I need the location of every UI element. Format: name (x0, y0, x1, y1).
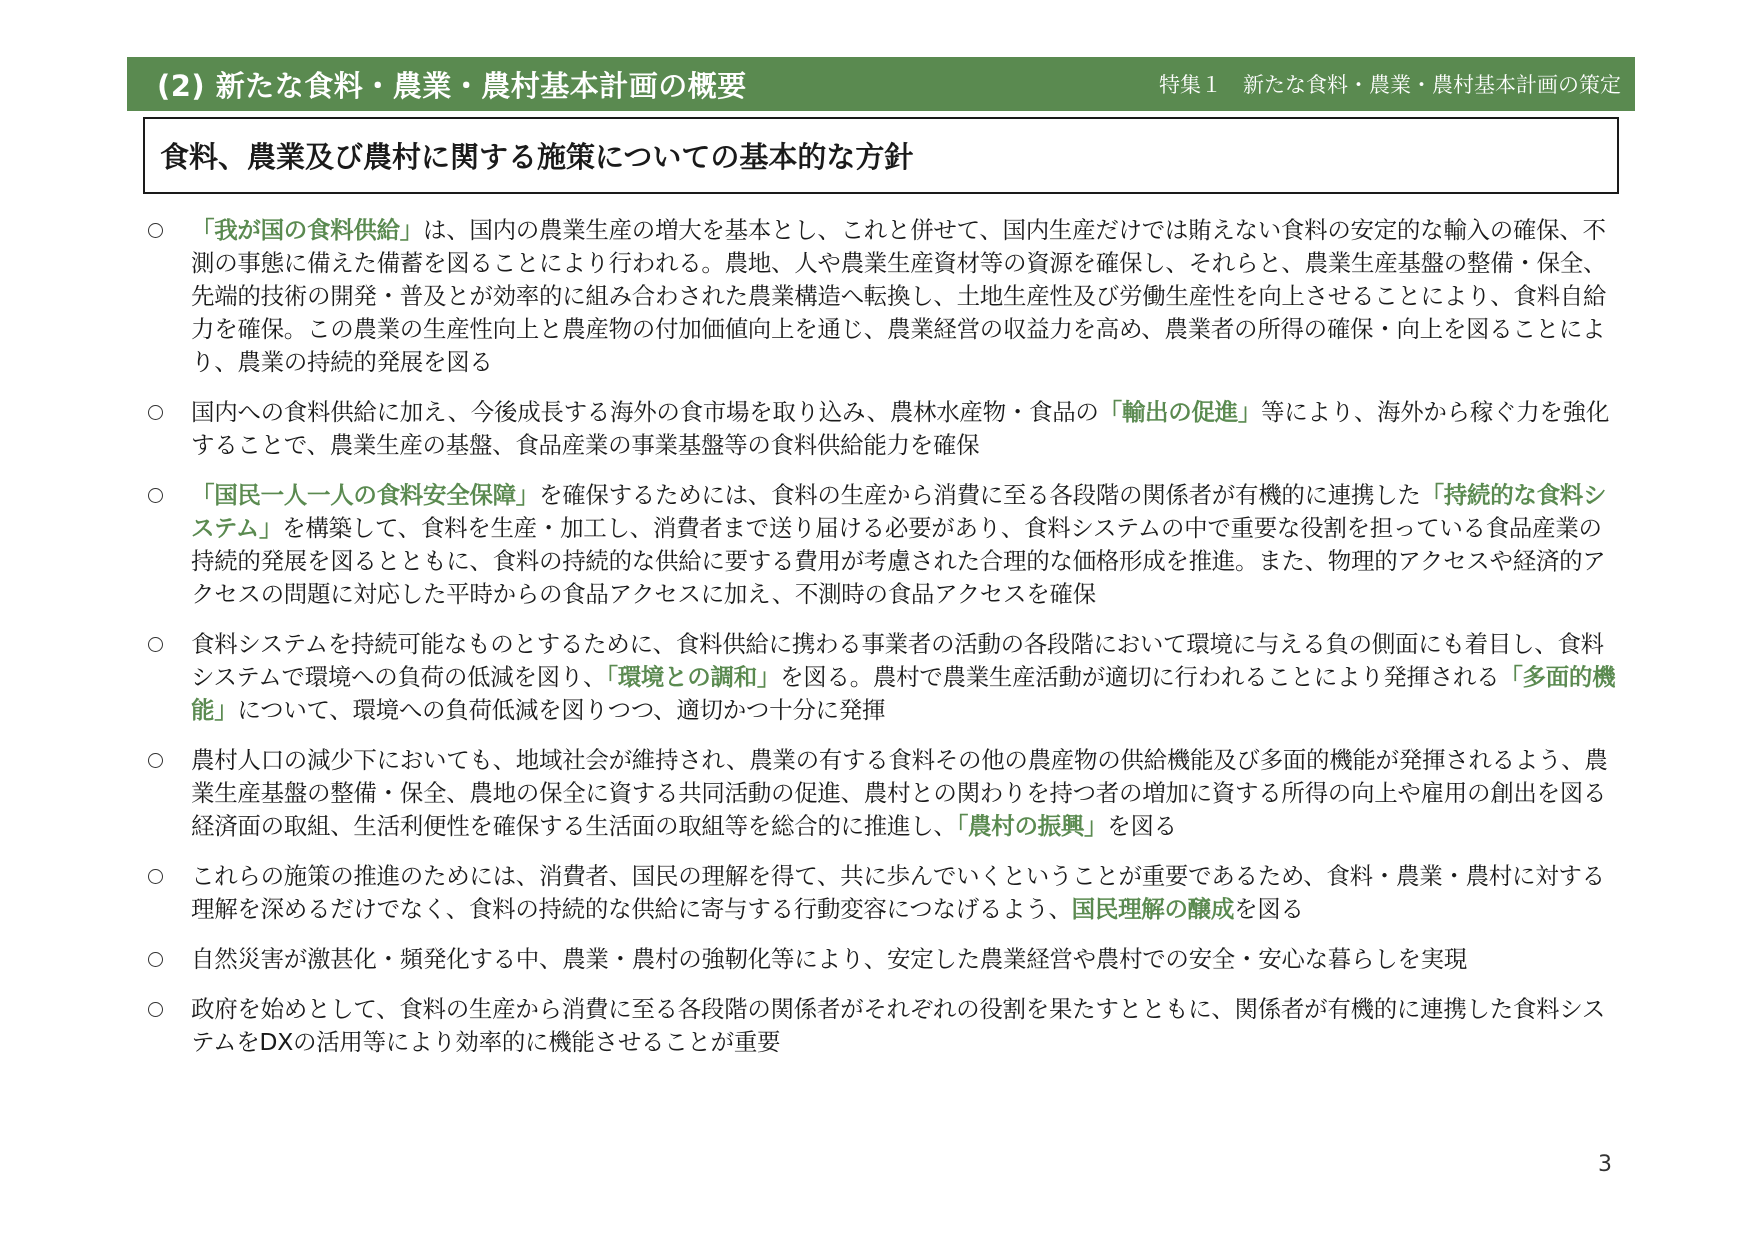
bullet-text (191, 398, 1609, 459)
text-segment: について、環境への負荷低減を図りつつ、適切かつ十分に発揮 (237, 696, 886, 724)
highlight-phrase: 「我が国の食料供給」 (191, 216, 423, 244)
circle-bullet-icon (148, 869, 163, 884)
highlight-phrase: 「国民一人一人の食料安全保障」 (191, 481, 539, 509)
text-segment: を図る (1107, 812, 1177, 840)
circle-bullet-icon (148, 1002, 163, 1017)
text-segment: 政府を始めとして、食料の生産から消費に至る各段階の関係者がそれぞれの役割を果たすとともに、関係者が有機的に連携した食料システムをDXの活用等により効率的に機能させることが重要 (191, 995, 1606, 1056)
bullet-text (191, 862, 1605, 923)
text-segment: は、国内の農業生産の増大を基本とし、これと併せて、国内生産だけでは賄えない食料の安定的な輸入の確保、不測の事態に備えた備蓄を図ることにより行われる。農地、人や農業生産資材等の資源を確保し、それらと、農業生産基盤の整備・保全、先端的技術の開発・普及とが効率的に組み合わされた農業構造へ転換し、土地生産性及び労働生産性を向上させることにより、食料自給力を確保。この農業の生産性向上と農産物の付加価値向上を通じ、農業経営の収益力を高め、農業者の所得の確保・向上を図ることにより、農業の持続的発展を図る (191, 216, 1607, 376)
circle-bullet-icon (148, 753, 163, 768)
section-title-box (143, 117, 1619, 194)
bullet-text (191, 995, 1605, 1056)
bullet-item (143, 628, 1619, 727)
text-segment: を確保するためには、食料の生産から消費に至る各段階の関係者が有機的に連携した (539, 481, 1421, 509)
highlight-phrase: 「輸出の促進」 (1098, 398, 1262, 426)
highlight-phrase: 「持続的な食料システム」 (191, 481, 1607, 542)
bullet-item (143, 993, 1619, 1059)
text-segment: 農村人口の減少下においても、地域社会が維持され、農業の有する食料その他の農産物の供給機能及び多面的機能が発揮されるよう、農業生産基盤の整備・保全、農地の保全に資する共同活動の促進、農村との関わりを持つ者の増加に資する所得の向上や雇用の創出を図る経済面の取組、生活利便性を確保する生活面の取組等を総合的に推進し、 (191, 746, 1608, 840)
text-segment: を構築して、食料を生産・加工し、消費者まで送り届ける必要があり、食料システムの中で重要な役割を担っている食品産業の持続的発展を図るとともに、食料の持続的な供給に要する費用が考慮された合理的な価格形成を推進。また、物理的アクセスや経済的アクセスの問題に対応した平時からの食品アクセスに加え、不測時の食品アクセスを確保 (191, 514, 1606, 608)
text-segment: これらの施策の推進のためには、消費者、国民の理解を得て、共に歩んでいくということが重要であるため、食料・農業・農村に対する理解を深めるだけでなく、食料の持続的な供給に寄与する行動変容につなげるよう、 (191, 862, 1605, 923)
bullet-item (143, 214, 1619, 379)
header-bar (127, 57, 1635, 111)
text-segment: 等により、海外から稼ぐ力を強化することで、農業生産の基盤、食品産業の事業基盤等の食料供給能力を確保 (191, 398, 1610, 459)
bullet-text (191, 216, 1606, 376)
bullet-text (191, 630, 1615, 724)
circle-bullet-icon (148, 637, 163, 652)
highlight-phrase: 国民理解の醸成 (1071, 895, 1235, 923)
bullet-text (191, 481, 1606, 608)
bullet-list (143, 214, 1619, 1059)
bullet-item (143, 943, 1619, 976)
text-segment: を図る。農村で農業生産活動が適切に行われることにより発揮される (780, 663, 1500, 691)
bullet-item (143, 744, 1619, 843)
page-number: 3 (1598, 1152, 1612, 1177)
header-subtitle: 特集１ 新たな食料・農業・農村基本計画の策定 (1159, 73, 1621, 97)
section-title: 食料、農業及び農村に関する施策についての基本的な方針 (160, 140, 914, 174)
bullet-item (143, 479, 1619, 611)
text-segment: 自然災害が激甚化・頻発化する中、農業・農村の強靭化等により、安定した農業経営や農村での安全・安心な暮らしを実現 (191, 945, 1467, 973)
circle-bullet-icon (148, 223, 163, 238)
highlight-phrase: 「農村の振興」 (956, 812, 1108, 840)
highlight-phrase: 「環境との調和」 (606, 663, 781, 691)
text-segment: 国内への食料供給に加え、今後成長する海外の食市場を取り込み、農林水産物・食品の (191, 398, 1099, 426)
circle-bullet-icon (148, 952, 163, 967)
text-segment: 食料システムを持続可能なものとするために、食料供給に携わる事業者の活動の各段階において環境に与える負の側面にも着目し、食料システムで環境への負荷の低減を図り、 (191, 630, 1604, 691)
bullet-text (191, 945, 1467, 973)
text-segment: を図る (1234, 895, 1304, 923)
bullet-item (143, 396, 1619, 462)
circle-bullet-icon (148, 488, 163, 503)
bullet-text (191, 746, 1608, 840)
bullet-item (143, 860, 1619, 926)
circle-bullet-icon (148, 405, 163, 420)
header-title: (2) 新たな食料・農業・農村基本計画の概要 (157, 68, 747, 103)
highlight-phrase: 「多面的機能」 (191, 663, 1616, 724)
